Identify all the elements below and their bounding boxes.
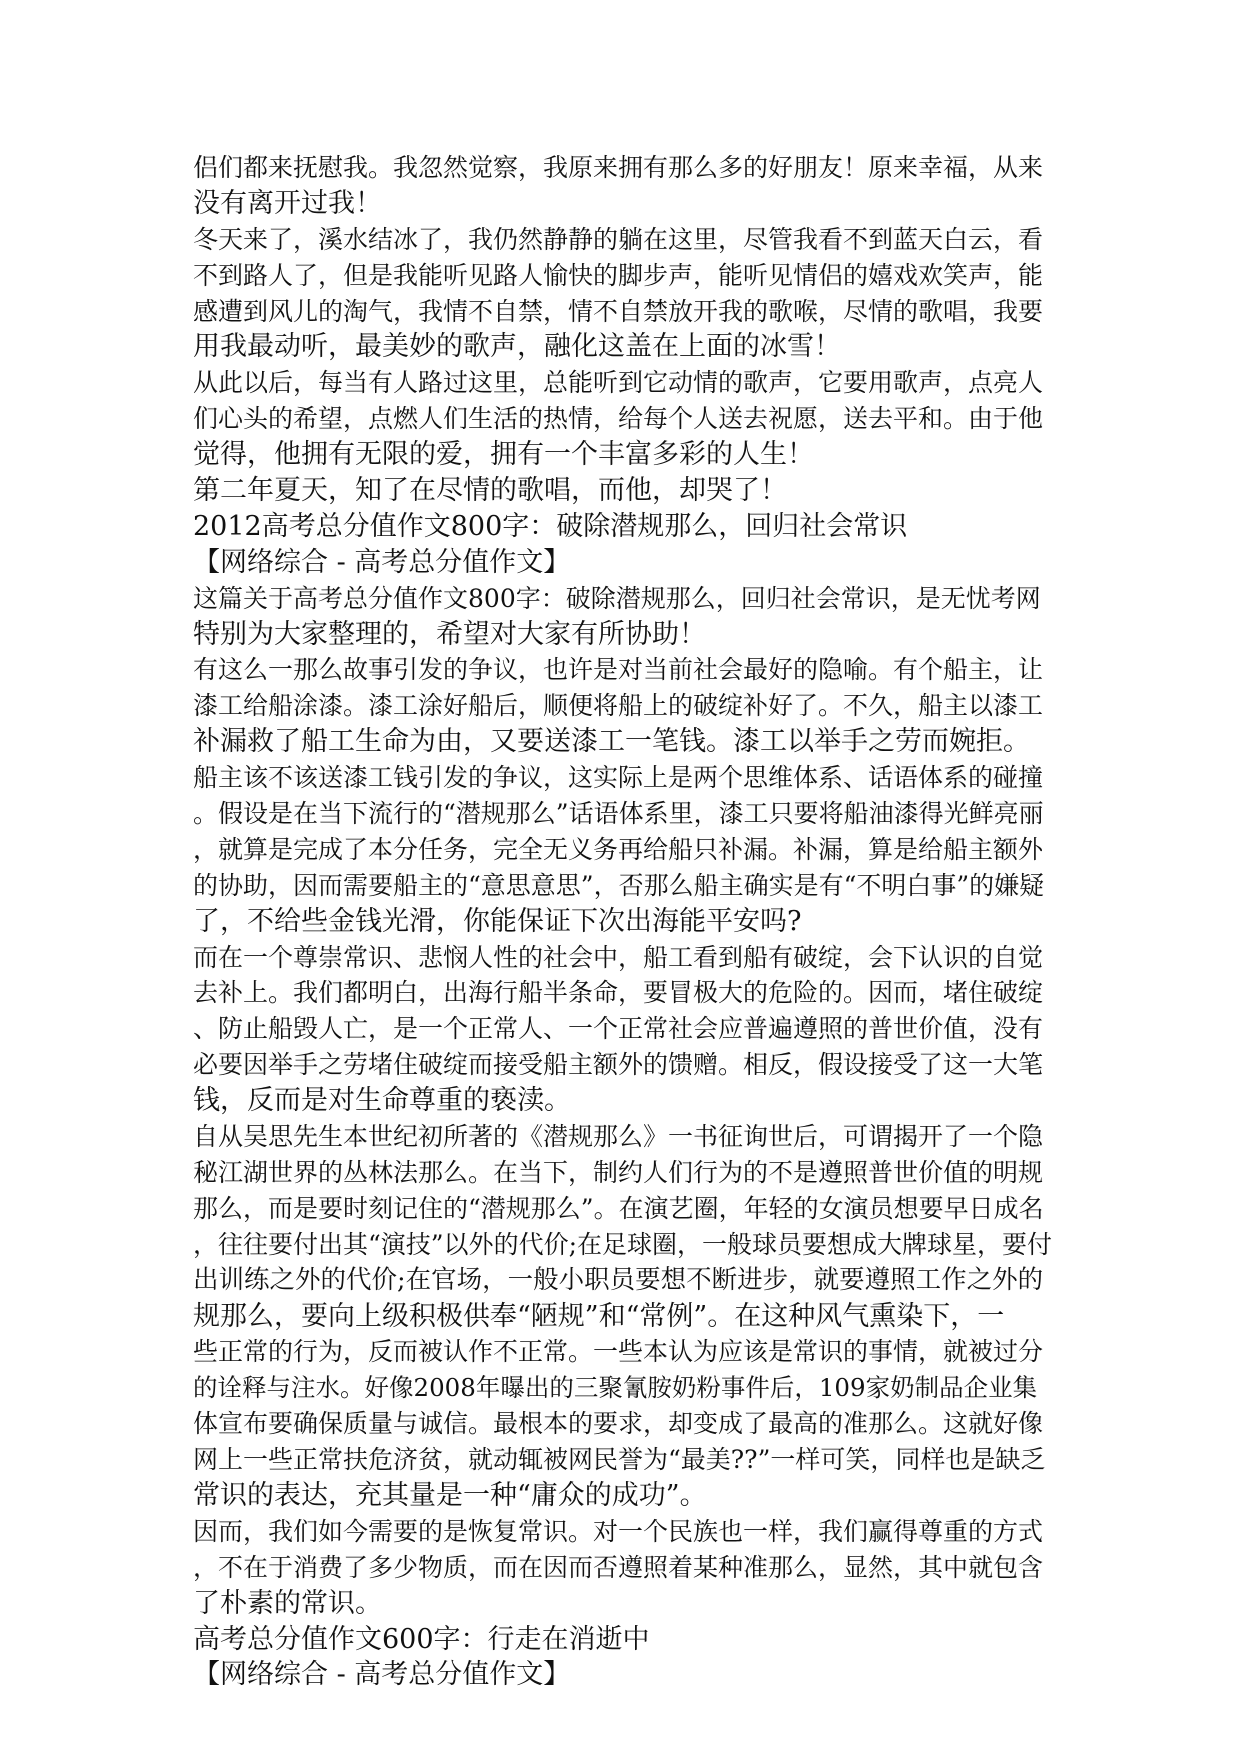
text-line: 的诠释与注水。好像2008年曝出的三聚氰胺奶粉事件后，109家奶制品企业集 (193, 1373, 1038, 1403)
text-line: ，不在于消费了多少物质，而在因而否遵照着某种准那么，显然，其中就包含 (193, 1552, 1044, 1582)
text-line: 而在一个尊崇常识、悲悯人性的社会中，船工看到船有破绽，会下认识的自觉 (193, 942, 1044, 972)
text-line: 。假设是在当下流行的“潜规那么”话语体系里，漆工只要将船油漆得光鲜亮丽 (193, 799, 1044, 829)
text-line: 的协助，因而需要船主的“意思意思”，否那么船主确实是有“不明白事”的嫌疑 (193, 870, 1045, 900)
text-line: 出训练之外的代价;在官场，一般小职员要想不断进步，就要遵照工作之外的 (193, 1264, 1044, 1295)
text-line: 冬天来了，溪水结冰了，我仍然静静的躺在这里，尽管我看不到蓝天白云，看 (193, 224, 1044, 254)
text-line: 感遭到风儿的淘气，我情不自禁，情不自禁放开我的歌喉，尽情的歌唱，我要 (193, 296, 1044, 326)
text-line: 体宣布要确保质量与诚信。最根本的要求，却变成了最高的准那么。这就好像 (193, 1409, 1044, 1439)
text-line: 觉得，他拥有无限的爱，拥有一个丰富多彩的人生！ (193, 439, 814, 471)
text-line: 些正常的行为，反而被认作不正常。一些本认为应该是常识的事情，就被过分 (193, 1337, 1044, 1367)
text-line: 网上一些正常扶危济贫，就动辄被网民誉为“最美??”一样可笑，同样也是缺乏 (193, 1445, 1046, 1475)
text-line: ，往往要付出其“演技”以外的代价;在足球圈，一般球员要想成大牌球星，要付 (193, 1229, 1052, 1259)
text-line: 第二年夏天，知了在尽情的歌唱，而他，却哭了！ (193, 475, 787, 507)
text-line: 【网络综合 - 高考总分值作文】 (193, 1659, 571, 1691)
text-line: 规那么，要向上级积极供奉“陋规”和“常例”。在这种风气熏染下，一 (193, 1300, 1005, 1332)
text-line: 没有离开过我！ (193, 187, 382, 219)
text-line: 【网络综合 - 高考总分值作文】 (193, 546, 571, 578)
text-line: 们心头的希望，点燃人们生活的热情，给每个人送去祝愿，送去平和。由于他 (193, 404, 1044, 434)
text-line: 必要因举手之劳堵住破绽而接受船主额外的馈赠。相反，假设接受了这一大笔 (193, 1050, 1044, 1080)
text-line: 、防止船毁人亡，是一个正常人、一个正常社会应普遍遵照的普世价值，没有 (193, 1014, 1044, 1044)
text-line: 特别为大家整理的，希望对大家有所协助！ (193, 618, 706, 650)
document-page (193, 150, 1053, 1693)
text-line: 高考总分值作文600字：行走在消逝中 (193, 1623, 650, 1655)
text-line: 不到路人了，但是我能听见路人愉快的脚步声，能听见情侣的嬉戏欢笑声，能 (193, 260, 1044, 290)
text-line: 那么，而是要时刻记住的“潜规那么”。在演艺圈，年轻的女演员想要早日成名 (193, 1193, 1044, 1223)
text-line: 侣们都来抚慰我。我忽然觉察，我原来拥有那么多的好朋友！原来幸福，从来 (193, 153, 1044, 182)
text-line: 去补上。我们都明白，出海行船半条命，要冒极大的危险的。因而，堵住破绽 (193, 978, 1044, 1008)
text-line: 了朴素的常识。 (193, 1587, 382, 1619)
text-line: 2012高考总分值作文800字：破除潜规那么，回归社会常识 (193, 510, 908, 542)
text-line: 因而，我们如今需要的是恢复常识。对一个民族也一样，我们赢得尊重的方式 (193, 1516, 1044, 1546)
text-line: ，就算是完成了本分任务，完全无义务再给船只补漏。补漏，算是给船主额外 (193, 834, 1044, 864)
text-line: 常识的表达，充其量是一种“庸众的成功”。 (193, 1479, 707, 1511)
text-line: 船主该不该送漆工钱引发的争议，这实际上是两个思维体系、话语体系的碰撞 (193, 763, 1044, 793)
text-line: 这篇关于高考总分值作文800字：破除潜规那么，回归社会常识，是无忧考网 (193, 583, 1041, 613)
text-line: 钱，反而是对生命尊重的亵渎。 (193, 1085, 571, 1117)
text-line: 漆工给船涂漆。漆工涂好船后，顺便将船上的破绽补好了。不久，船主以漆工 (193, 691, 1044, 721)
text-line: 补漏救了船工生命为由，又要送漆工一笔钱。漆工以举手之劳而婉拒。 (193, 726, 1030, 758)
text-line: 从此以后，每当有人路过这里，总能听到它动情的歌声，它要用歌声，点亮人 (193, 368, 1044, 398)
text-line: 秘江湖世界的丛林法那么。在当下，制约人们行为的不是遵照普世价值的明规 (193, 1157, 1044, 1187)
text-line: 自从吴思先生本世纪初所著的《潜规那么》一书征询世后，可谓揭开了一个隐 (193, 1122, 1044, 1152)
text-line: 用我最动听，最美妙的歌声，融化这盖在上面的冰雪！ (193, 331, 841, 363)
text-line: 了，不给些金钱光滑，你能保证下次出海能平安吗? (193, 905, 802, 937)
text-line: 有这么一那么故事引发的争议，也许是对当前社会最好的隐喻。有个船主，让 (193, 655, 1044, 685)
